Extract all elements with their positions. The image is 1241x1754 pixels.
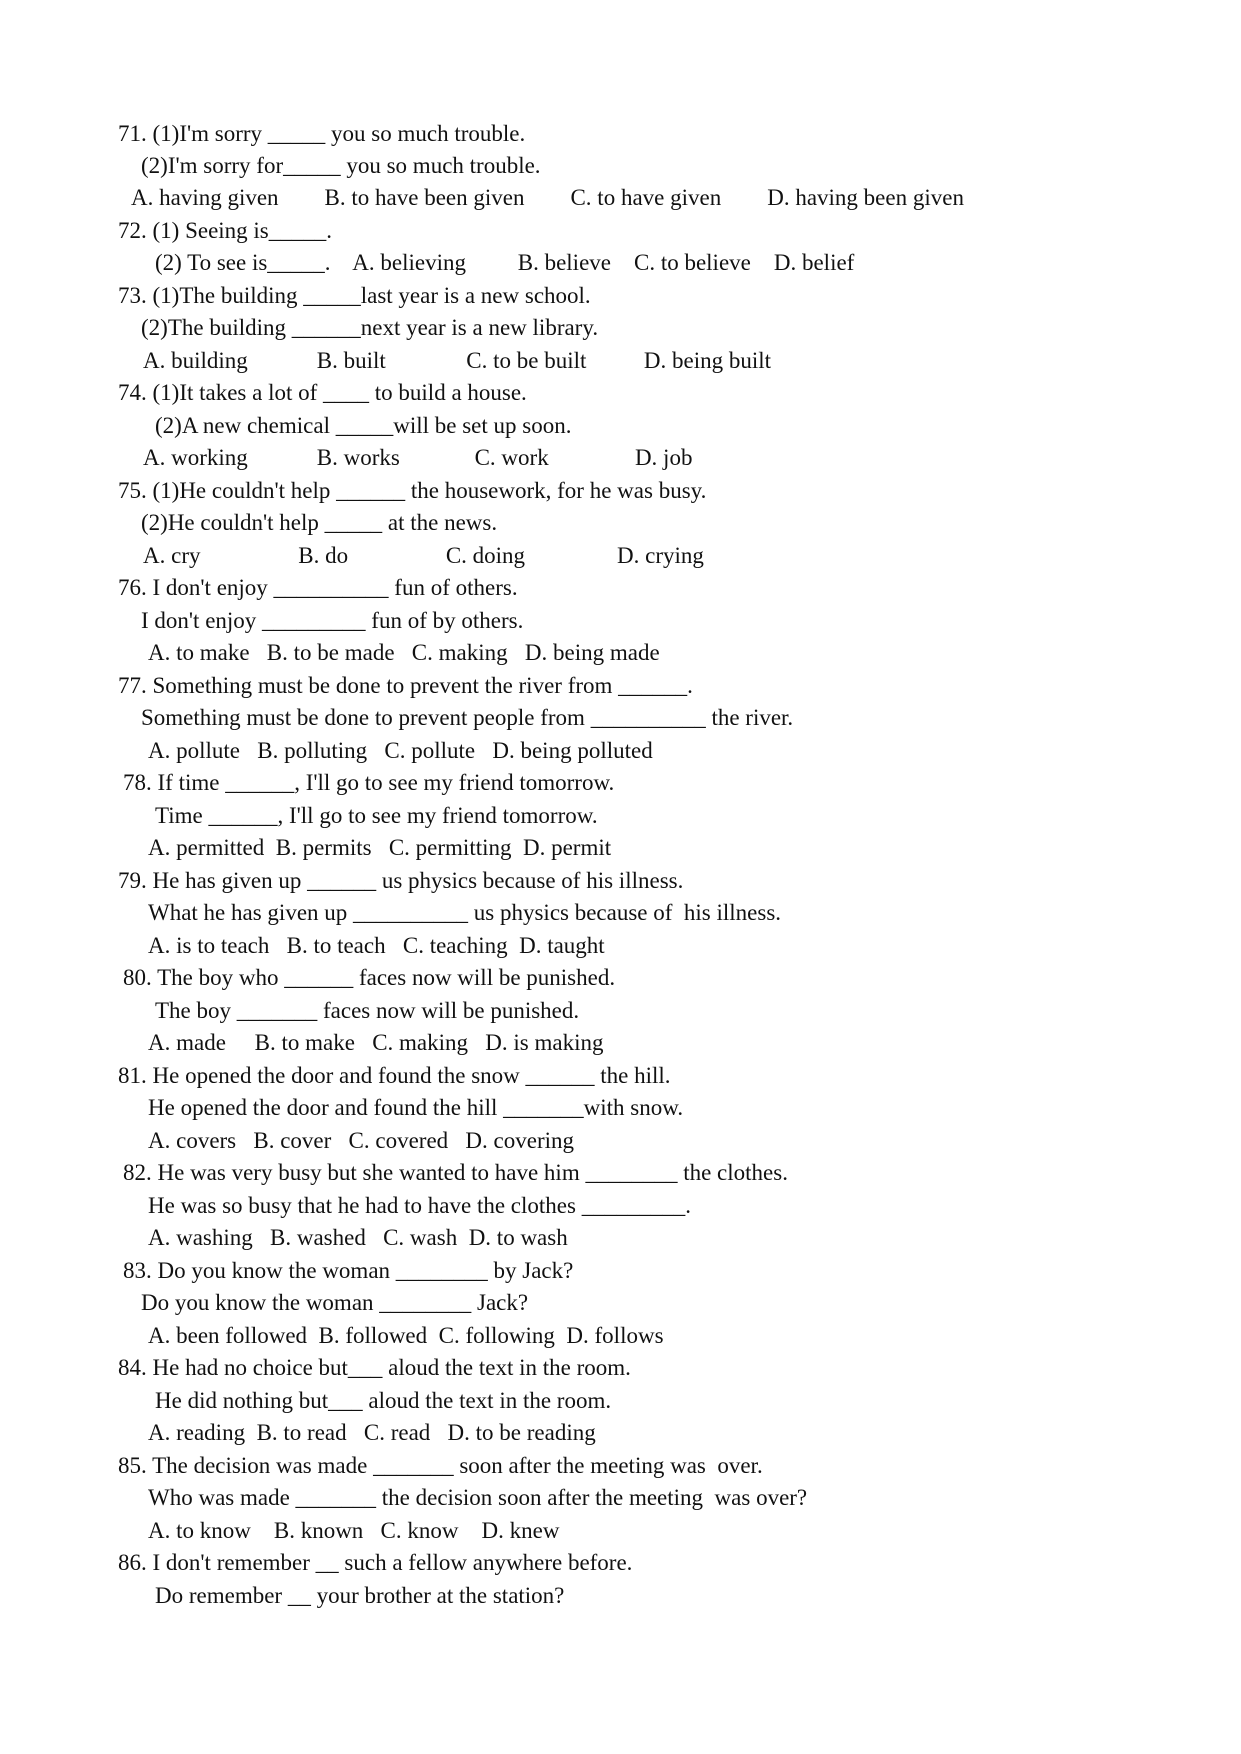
q83-line-2: Do you know the woman ________ Jack? bbox=[141, 1290, 529, 1315]
q75-line-1: 75. (1)He couldn't help ______ the housework, for he was busy. bbox=[118, 478, 707, 503]
q71-options: A. having given B. to have been given C. to have given D. having been given bbox=[131, 185, 964, 210]
q82-line-2: He was so busy that he had to have the clothes _________. bbox=[148, 1193, 691, 1218]
q78-options: A. permitted B. permits C. permitting D. permit bbox=[148, 835, 612, 860]
q77-options: A. pollute B. polluting C. pollute D. being polluted bbox=[148, 738, 653, 763]
q86-line-1: 86. I don't remember __ such a fellow anywhere before. bbox=[118, 1550, 633, 1575]
q77-line-2: Something must be done to prevent people from __________ the river. bbox=[141, 705, 794, 730]
q73-line-1: 73. (1)The building _____last year is a new school. bbox=[118, 283, 591, 308]
q82-line-1: 82. He was very busy but she wanted to have him ________ the clothes. bbox=[123, 1160, 788, 1185]
q73-line-2: (2)The building ______next year is a new library. bbox=[141, 315, 599, 340]
q83-options: A. been followed B. followed C. following D. follows bbox=[148, 1323, 664, 1348]
q81-line-2: He opened the door and found the hill _______with snow. bbox=[148, 1095, 684, 1120]
q74-line-1: 74. (1)It takes a lot of ____ to build a house. bbox=[118, 380, 527, 405]
q76-options: A. to make B. to be made C. making D. being made bbox=[148, 640, 660, 665]
q84-line-2: He did nothing but___ aloud the text in the room. bbox=[155, 1388, 612, 1413]
q84-options: A. reading B. to read C. read D. to be reading bbox=[148, 1420, 596, 1445]
q78-line-2: Time ______, I'll go to see my friend tomorrow. bbox=[155, 803, 598, 828]
q84-line-1: 84. He had no choice but___ aloud the text in the room. bbox=[118, 1355, 631, 1380]
q80-line-1: 80. The boy who ______ faces now will be punished. bbox=[123, 965, 616, 990]
q73-options: A. building B. built C. to be built D. being built bbox=[143, 348, 772, 373]
q80-options: A. made B. to make C. making D. is making bbox=[148, 1030, 604, 1055]
q76-line-1: 76. I don't enjoy __________ fun of others. bbox=[118, 575, 518, 600]
q76-line-2: I don't enjoy _________ fun of by others. bbox=[141, 608, 524, 633]
q75-options: A. cry B. do C. doing D. crying bbox=[143, 543, 704, 568]
q77-line-1: 77. Something must be done to prevent the river from ______. bbox=[118, 673, 693, 698]
q79-line-1: 79. He has given up ______ us physics because of his illness. bbox=[118, 868, 684, 893]
q74-line-2: (2)A new chemical _____will be set up soon. bbox=[155, 413, 572, 438]
q83-line-1: 83. Do you know the woman ________ by Jack? bbox=[123, 1258, 574, 1283]
q79-line-2: What he has given up __________ us physics because of his illness. bbox=[148, 900, 782, 925]
q72-line-2-options: (2) To see is_____. A. believing B. believe C. to believe D. belief bbox=[155, 250, 855, 275]
q85-options: A. to know B. known C. know D. knew bbox=[148, 1518, 560, 1543]
q86-line-2: Do remember __ your brother at the station? bbox=[155, 1583, 565, 1608]
q81-line-1: 81. He opened the door and found the snow ______ the hill. bbox=[118, 1063, 671, 1088]
q85-line-1: 85. The decision was made _______ soon after the meeting was over. bbox=[118, 1453, 763, 1478]
q72-line-1: 72. (1) Seeing is_____. bbox=[118, 218, 333, 243]
q74-options: A. working B. works C. work D. job bbox=[143, 445, 693, 470]
q71-line-1: 71. (1)I'm sorry _____ you so much trouble. bbox=[118, 121, 526, 146]
q79-options: A. is to teach B. to teach C. teaching D. taught bbox=[148, 933, 605, 958]
q78-line-1: 78. If time ______, I'll go to see my friend tomorrow. bbox=[123, 770, 615, 795]
q81-options: A. covers B. cover C. covered D. covering bbox=[148, 1128, 575, 1153]
q82-options: A. washing B. washed C. wash D. to wash bbox=[148, 1225, 568, 1250]
q71-line-2: (2)I'm sorry for_____ you so much trouble. bbox=[141, 153, 541, 178]
q80-line-2: The boy _______ faces now will be punished. bbox=[155, 998, 580, 1023]
q75-line-2: (2)He couldn't help _____ at the news. bbox=[141, 510, 498, 535]
q85-line-2: Who was made _______ the decision soon after the meeting was over? bbox=[148, 1485, 808, 1510]
